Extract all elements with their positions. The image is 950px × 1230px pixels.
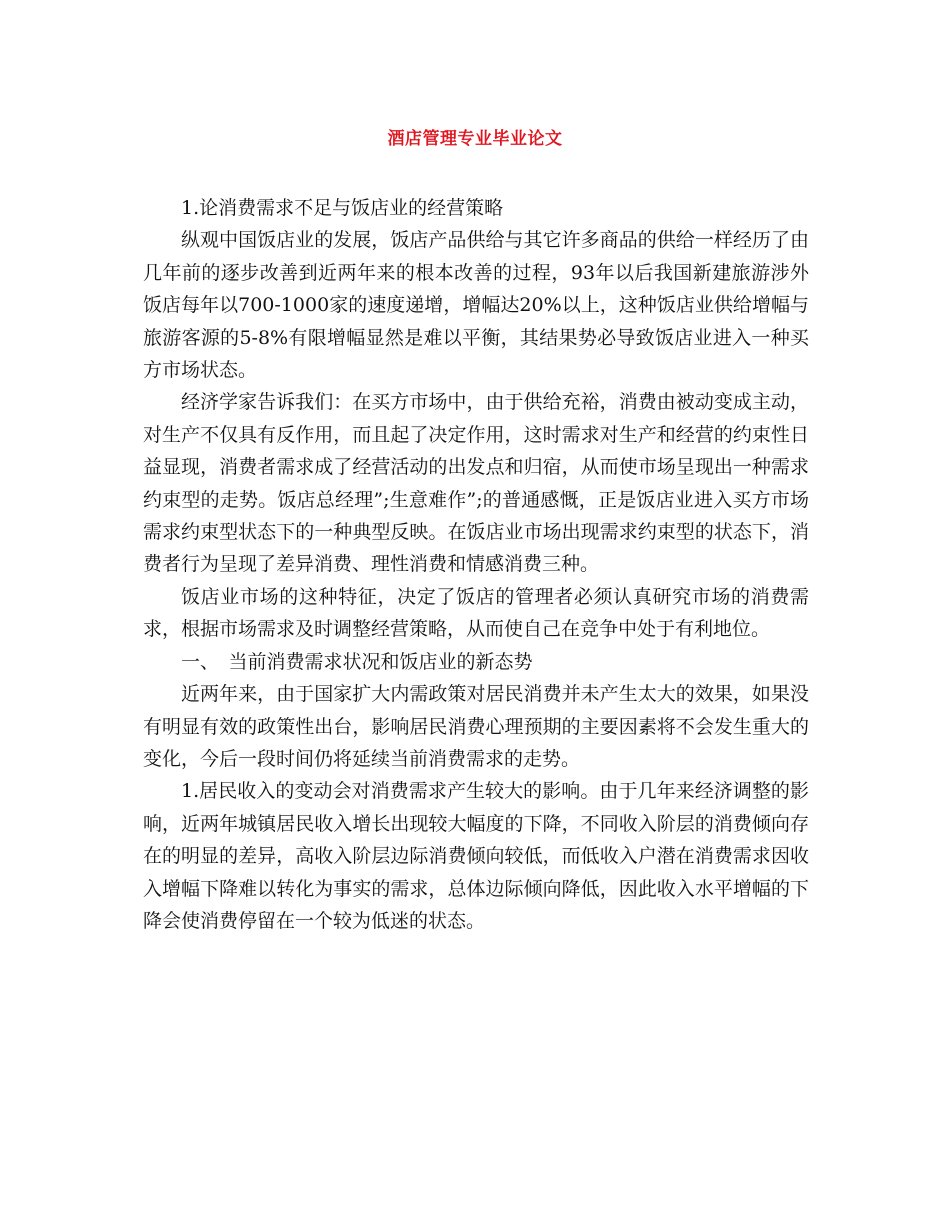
- paragraph: 1.居民收入的变动会对消费需求产生较大的影响。由于几年来经济调整的影响，近两年城镇居民收入增长出现较大幅度的下降，不同收入阶层的消费倾向存在的明显的差异，高收入阶层边际消费倾向较低，而低收入户潜在消费需求因收入增幅下降难以转化为事实的需求，总体边际倾向降低，因此收入水平增幅的下降会使消费停留在一个较为低迷的状态。: [143, 780, 809, 932]
- paragraph: 饭店业市场的这种特征，决定了饭店的管理者必须认真研究市场的消费需求，根据市场需求及时调整经营策略，从而使自己在竞争中处于有利地位。: [143, 585, 809, 641]
- paragraph: 纵观中国饭店业的发展，饭店产品供给与其它许多商品的供给一样经历了由几年前的逐步改善到近两年来的根本改善的过程，93年以后我国新建旅游涉外饭店每年以700-1000家的速度递增，增幅达20%以上，这种饭店业供给增幅与旅游客源的5-8%有限增幅显然是难以平衡，其结果势必导致饭店业进入一种买方市场状态。: [143, 229, 809, 382]
- document-body: [143, 192, 809, 937]
- document-title: 酒店管理专业毕业论文: [387, 129, 563, 149]
- section-heading: 一、 当前消费需求状况和饭店业的新态势: [181, 650, 533, 673]
- paragraph: 近两年来，由于国家扩大内需政策对居民消费并未产生太大的效果，如果没有明显有效的政策性出台，影响居民消费心理预期的主要因素将不会发生重大的变化，今后一段时间仍将延续当前消费需求的走势。: [143, 683, 809, 770]
- paragraph: 经济学家告诉我们：在买方市场中，由于供给充裕，消费由被动变成主动，对生产不仅具有反作用，而且起了决定作用，这时需求对生产和经营的约束性日益显现，消费者需求成了经营活动的出发点和归宿，从而使市场呈现出一种需求约束型的走势。饭店总经理”;生意难作”;的普通感慨，正是饭店业进入买方市场需求约束型状态下的一种典型反映。在饭店业市场出现需求约束型的状态下，消费者行为呈现了差异消费、理性消费和情感消费三种。: [143, 391, 809, 576]
- section-heading: 1.论消费需求不足与饭店业的经营策略: [181, 197, 504, 219]
